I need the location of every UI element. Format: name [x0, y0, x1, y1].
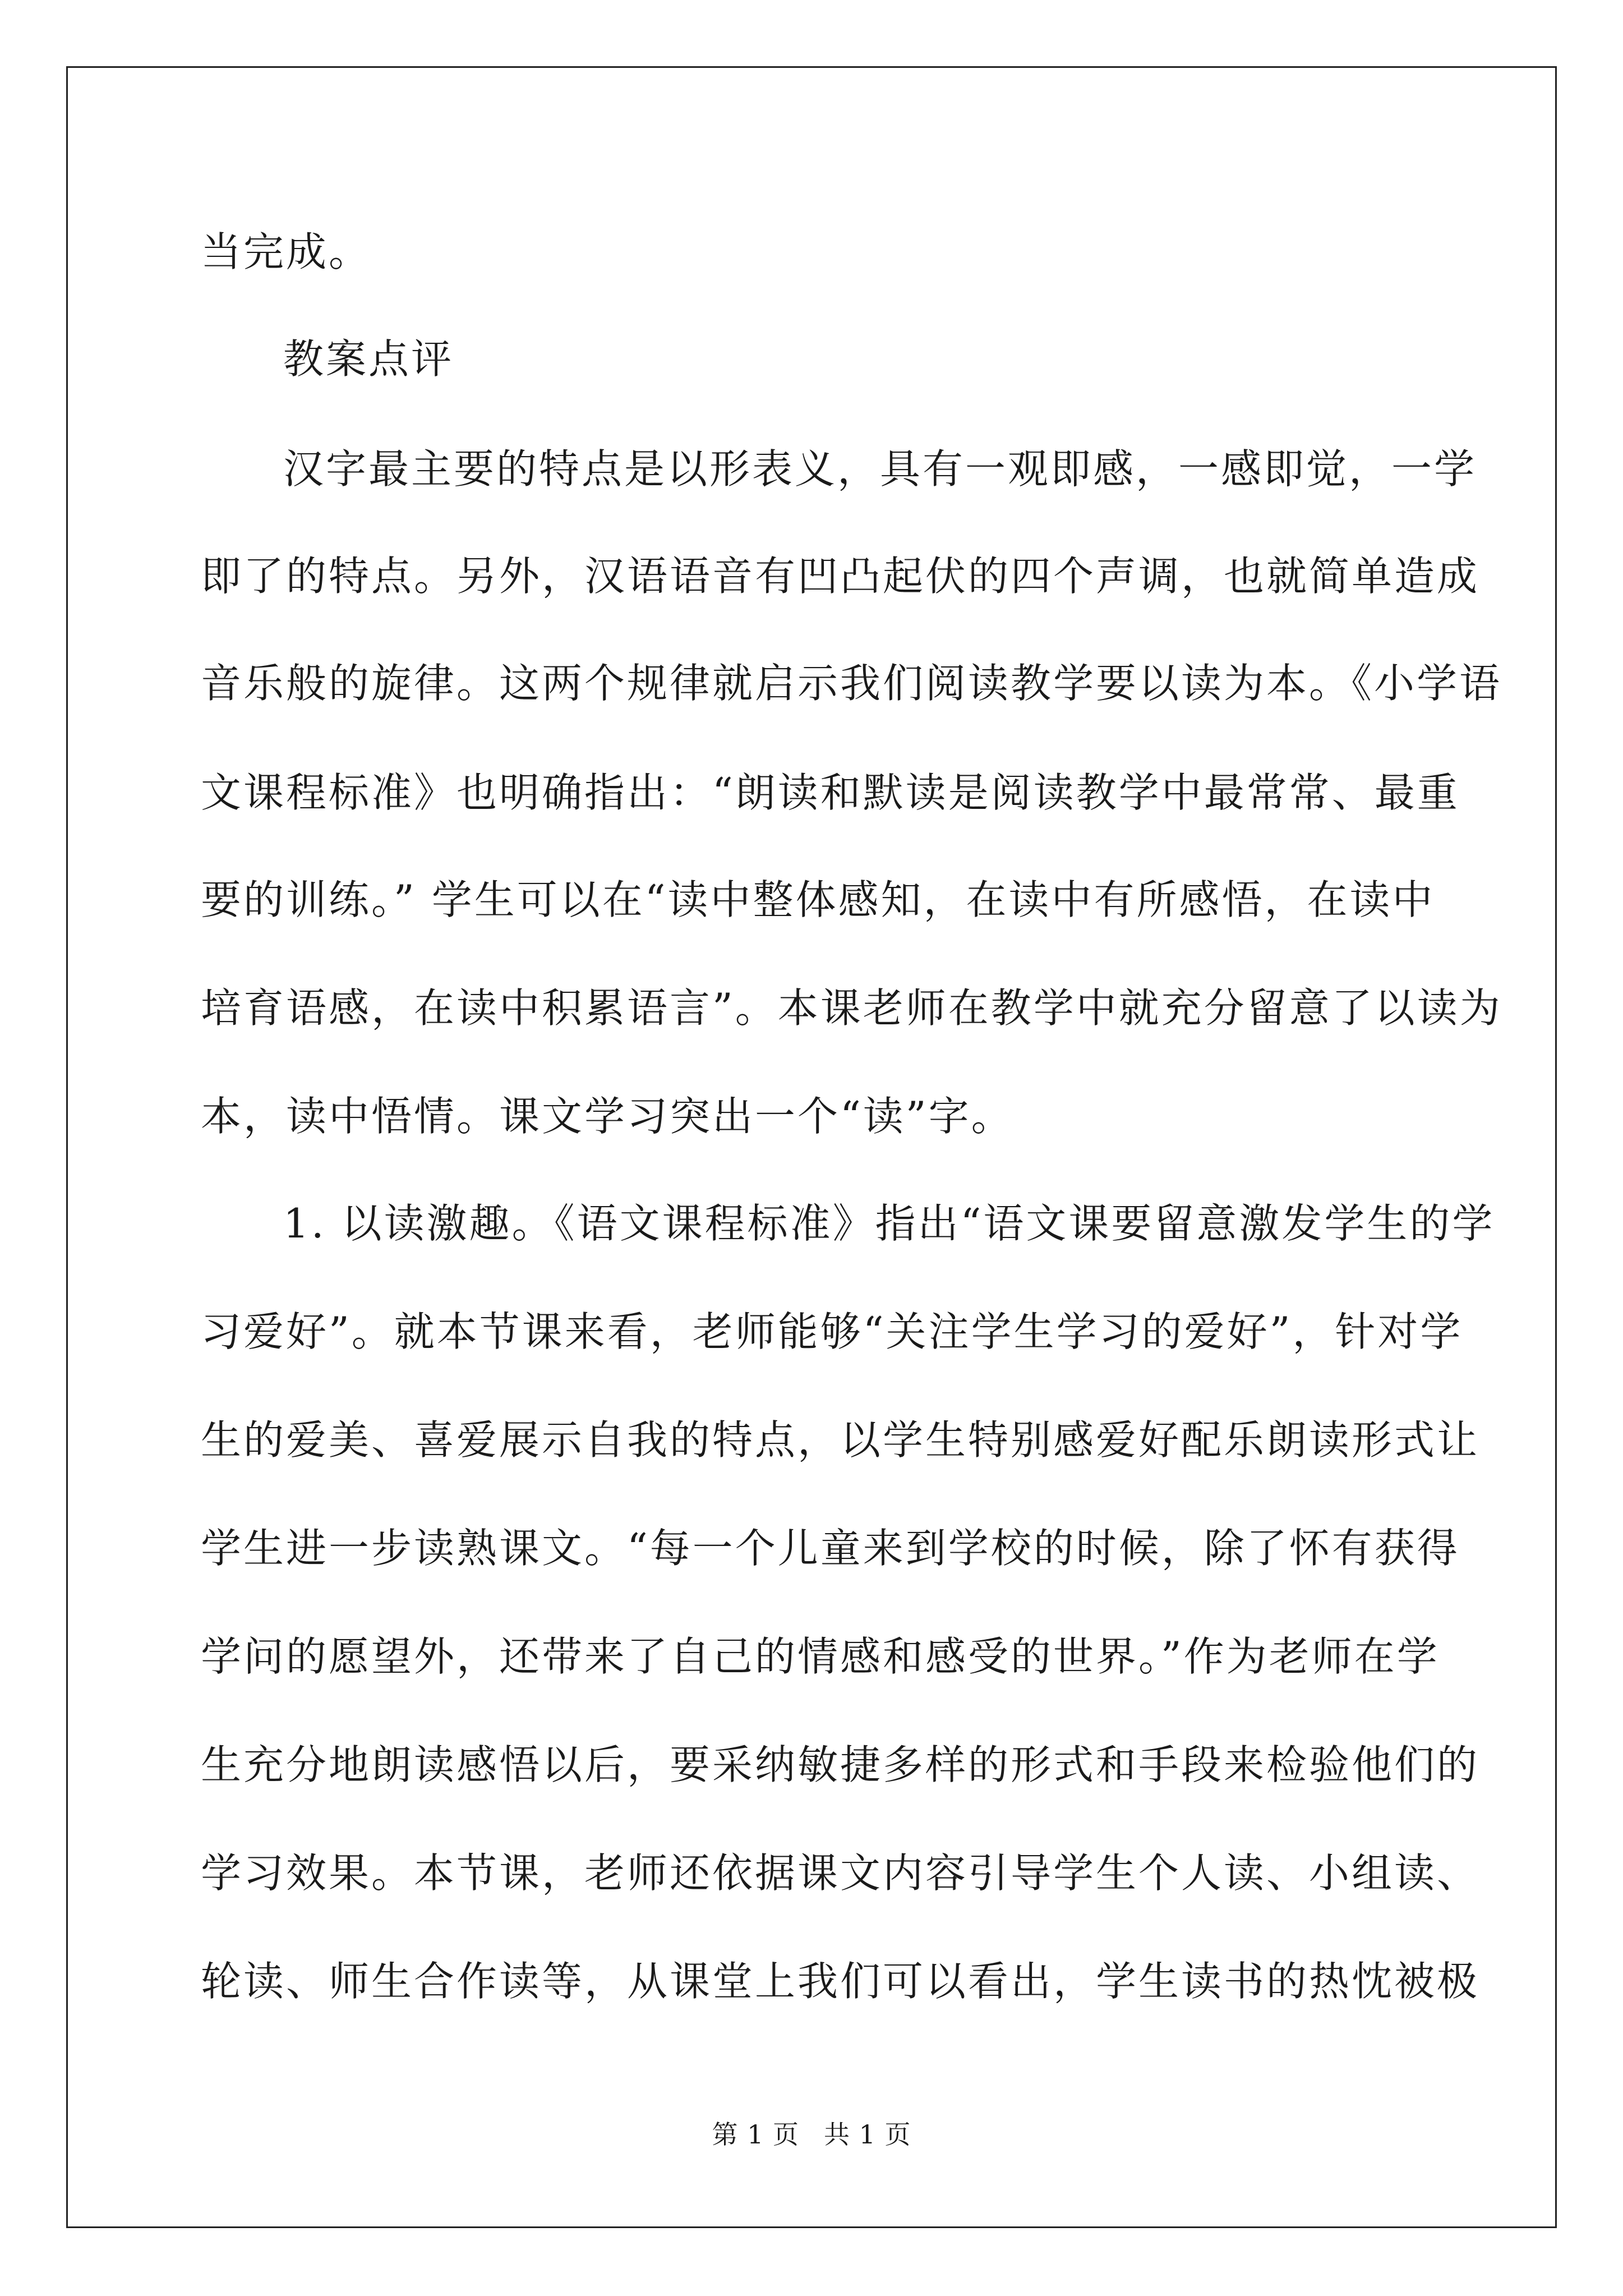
text-line: 学习效果。本节课，老师还依据课文内容引导学生个人读、小组读、 — [201, 1849, 1480, 1897]
text-line: 当完成。 — [201, 228, 372, 275]
text-line: 生的爱美、喜爱展示自我的特点，以学生特别感爱好配乐朗读形式让 — [201, 1416, 1480, 1464]
text-line: 习爱好”。就本节课来看，老师能够“关注学生学习的爱好”，针对学 — [201, 1308, 1463, 1355]
text-line: 汉字最主要的特点是以形表义，具有一观即感，一感即觉，一学 — [283, 445, 1477, 493]
page-footer — [0, 2114, 1623, 2151]
page-number: 第 1 页 — [712, 2119, 799, 2150]
text-line: 音乐般的旋律。这两个规律就启示我们阅读教学要以读为本。《小学语 — [201, 660, 1502, 707]
text-line: 生充分地朗读感悟以后，要采纳敏捷多样的形式和手段来检验他们的 — [201, 1741, 1480, 1788]
page-total: 共 1 页 — [824, 2119, 911, 2150]
text-line: 1. 以读激趣。《语文课程标准》指出“语文课要留意激发学生的学 — [283, 1200, 1495, 1247]
text-line: 轮读、师生合作读等，从课堂上我们可以看出，学生读书的热忱被极 — [201, 1958, 1480, 2005]
text-line: 培育语感，在读中积累语言”。本课老师在教学中就充分留意了以读为 — [201, 984, 1502, 1032]
page-border — [66, 66, 1557, 2228]
text-line: 本，读中悟情。课文学习突出一个“读”字。 — [201, 1093, 1014, 1140]
text-line: 即了的特点。另外，汉语语音有凹凸起伏的四个声调，也就简单造成 — [201, 553, 1480, 600]
text-line: 要的训练。” 学生可以在“读中整体感知，在读中有所感悟，在读中 — [201, 876, 1435, 923]
text-line: 文课程标准》也明确指出：“朗读和默读是阅读教学中最常常、最重 — [201, 769, 1460, 816]
text-line: 学生进一步读熟课文。“每一个儿童来到学校的时候，除了怀有获得 — [201, 1525, 1460, 1572]
text-line: 学问的愿望外，还带来了自己的情感和感受的世界。”作为老师在学 — [201, 1633, 1440, 1680]
section-heading: 教案点评 — [283, 335, 454, 383]
